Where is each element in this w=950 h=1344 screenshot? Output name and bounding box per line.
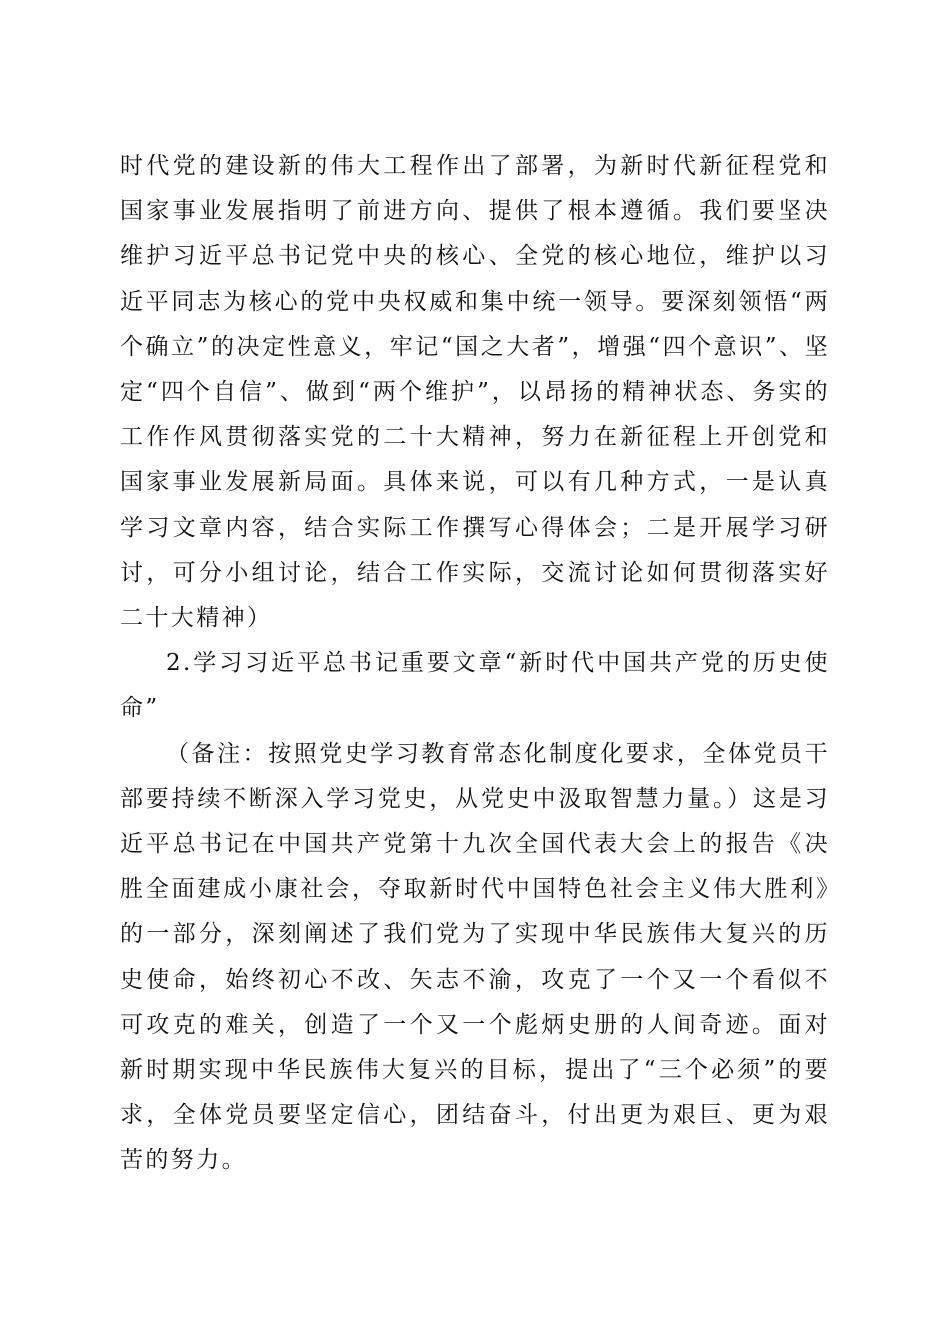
- document-body: [120, 144, 830, 1184]
- paragraph-note: （备注：按照党史学习教育常态化制度化要求，全体党员干部要持续不断深入学习党史，从党史中汲取智慧力量。）这是习近平总书记在中国共产党第十九次全国代表大会上的报告《决胜全面建成小康社会，夺取新时代中国特色社会主义伟大胜利》的一部分，深刻阐述了我们党为了实现中华民族伟大复兴的历史使命，始终初心不改、矢志不渝，攻克了一个又一个看似不可攻克的难关，创造了一个又一个彪炳史册的人间奇迹。面对新时期实现中华民族伟大复兴的目标，提出了“三个必须”的要求，全体党员要坚定信心，团结奋斗，付出更为艰巨、更为艰苦的努力。: [120, 740, 830, 1174]
- section-heading: 2.学习习近平总书记重要文章“新时代中国共产党的历史使命”: [120, 650, 830, 722]
- paragraph-continued: 时代党的建设新的伟大工程作出了部署，为新时代新征程党和国家事业发展指明了前进方向、提供了根本遵循。我们要坚决维护习近平总书记党中央的核心、全党的核心地位，维护以习近平同志为核心的党中央权威和集中统一领导。要深刻领悟“两个确立”的决定性意义，牢记“国之大者”，增强“四个意识”、坚定“四个自信”、做到“两个维护”，以昂扬的精神状态、务实的工作作风贯彻落实党的二十大精神，努力在新征程上开创党和国家事业发展新局面。具体来说，可以有几种方式，一是认真学习文章内容，结合实际工作撰写心得体会；二是开展学习研讨，可分小组讨论，结合工作实际，交流讨论如何贯彻落实好二十大精神）: [120, 153, 830, 632]
